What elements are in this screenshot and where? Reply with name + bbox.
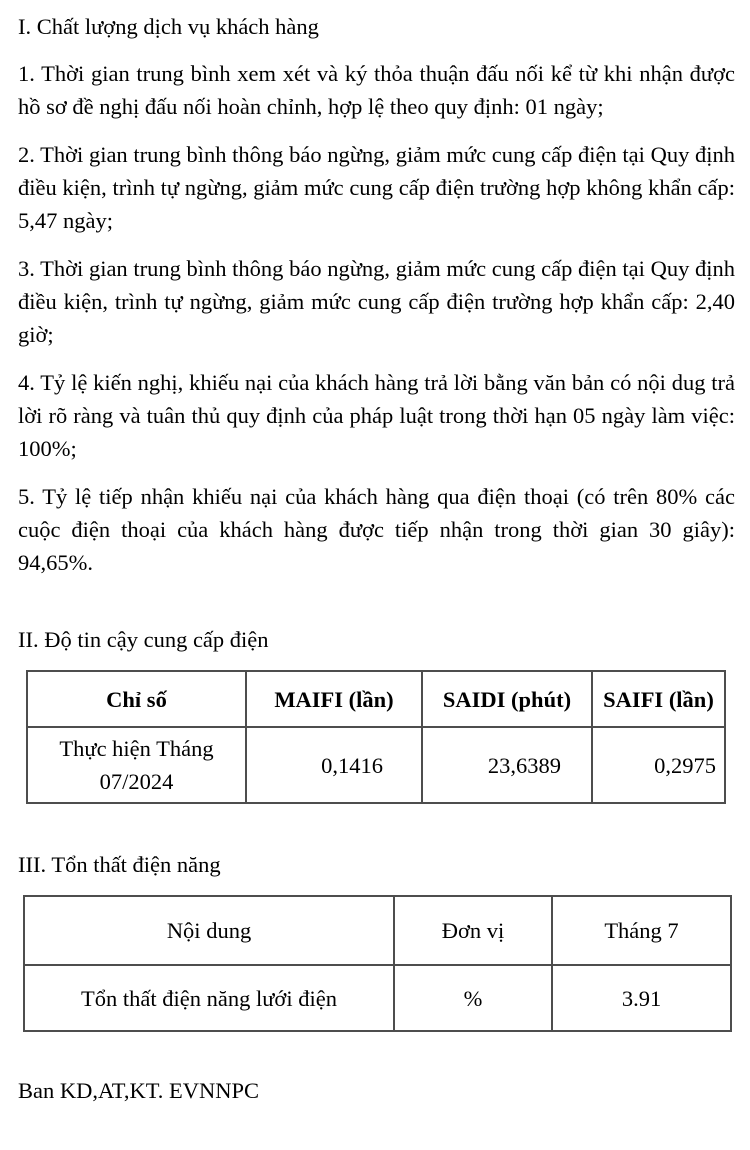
reliability-cell-saifi-value: 0,2975	[592, 727, 725, 803]
loss-header-noi-dung: Nội dung	[24, 896, 394, 965]
section-2-heading: II. Độ tin cậy cung cấp điện	[18, 627, 269, 652]
signature-department: Ban KD,AT,KT. EVNNPC	[18, 1078, 260, 1103]
reliability-header-saifi: SAIFI (lần)	[592, 671, 725, 727]
reliability-header-maifi: MAIFI (lần)	[246, 671, 422, 727]
reliability-table-header-row	[27, 671, 725, 727]
power-loss-table	[23, 895, 732, 1032]
paragraph-phone-complaint-rate: 5. Tỷ lệ tiếp nhận khiếu nại của khách hàng qua điện thoại (có trên 80% các cuộc điện thoại của khách hàng được tiếp nhận trong thời gian 30 giây): 94,65%.	[18, 484, 735, 575]
section-1-heading: I. Chất lượng dịch vụ khách hàng	[18, 14, 319, 39]
reliability-table-data-row	[27, 727, 725, 803]
paragraph-written-complaint-response: 4. Tỷ lệ kiến nghị, khiếu nại của khách hàng trả lời bằng văn bản có nội dug trả lời rõ ràng và tuân thủ quy định của pháp luật trong thời hạn 05 ngày làm việc: 100%;	[18, 370, 735, 461]
paragraph-outage-notice-urgent: 3. Thời gian trung bình thông báo ngừng, giảm mức cung cấp điện tại Quy định điều kiện, trình tự ngừng, giảm mức cung cấp điện trường hợp khẩn cấp: 2,40 giờ;	[18, 256, 735, 347]
power-loss-table-data-row	[24, 965, 731, 1031]
loss-cell-content: Tổn thất điện năng lưới điện	[24, 965, 394, 1031]
paragraph-outage-notice-non-urgent: 2. Thời gian trung bình thông báo ngừng, giảm mức cung cấp điện tại Quy định điều kiện, trình tự ngừng, giảm mức cung cấp điện trường hợp không khẩn cấp: 5,47 ngày;	[18, 142, 735, 233]
reliability-header-saidi: SAIDI (phút)	[422, 671, 592, 727]
reliability-table	[26, 670, 726, 804]
loss-cell-value: 3.91	[552, 965, 731, 1031]
reliability-cell-period: Thực hiện Tháng 07/2024	[27, 727, 246, 803]
paragraph-connection-agreement-time: 1. Thời gian trung bình xem xét và ký thỏa thuận đấu nối kể từ khi nhận được hồ sơ đề nghị đấu nối hoàn chỉnh, hợp lệ theo quy định: 01 ngày;	[18, 61, 735, 119]
reliability-cell-saidi-value: 23,6389	[422, 727, 592, 803]
loss-cell-unit: %	[394, 965, 552, 1031]
loss-header-thang-7: Tháng 7	[552, 896, 731, 965]
section-3-heading: III. Tổn thất điện năng	[18, 852, 221, 877]
reliability-header-chi-so: Chỉ số	[27, 671, 246, 727]
reliability-cell-maifi-value: 0,1416	[246, 727, 422, 803]
power-loss-table-header-row	[24, 896, 731, 965]
loss-header-don-vi: Đơn vị	[394, 896, 552, 965]
